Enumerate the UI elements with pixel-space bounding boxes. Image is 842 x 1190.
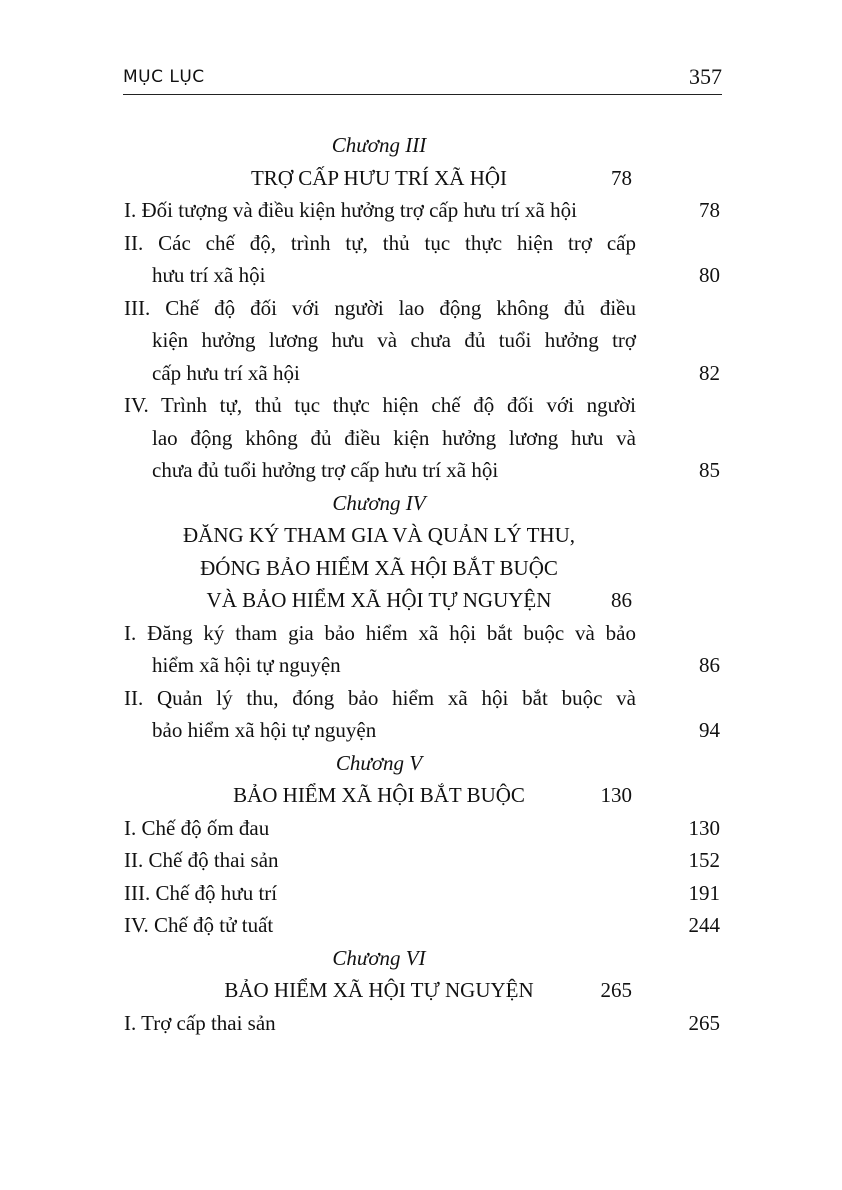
toc-entry-line	[124, 909, 722, 942]
table-of-contents	[124, 129, 722, 1039]
page-header	[123, 60, 722, 95]
toc-entry-text: kiện hưởng lương hưu và chưa đủ tuổi hưởng trợ	[152, 328, 636, 352]
toc-entry-text: lao động không đủ điều kiện hưởng lương hưu và	[152, 425, 636, 450]
toc-entry-line	[124, 617, 722, 650]
toc-entry-line	[124, 292, 722, 325]
toc-entry-line	[124, 389, 722, 422]
chapter-page-number: 265	[600, 978, 632, 1002]
toc-entry-line	[124, 812, 722, 845]
toc-entry-text: I. Đăng ký tham gia bảo hiểm xã hội bắt buộc và bảo	[124, 620, 636, 645]
toc-entry-text: hưu trí xã hội	[152, 263, 266, 287]
toc-chapter	[124, 487, 722, 747]
entry-page-number: 86	[699, 653, 720, 677]
chapter-heading-line	[124, 974, 634, 1007]
entry-page-number: 130	[688, 815, 720, 840]
chapter-heading-text: BẢO HIỂM XÃ HỘI BẮT BUỘC	[233, 783, 525, 807]
toc-entry-line	[124, 194, 722, 227]
toc-entry-line	[124, 454, 722, 487]
toc-entry-line	[124, 844, 722, 877]
toc-entry-text: I. Trợ cấp thai sản	[124, 1010, 276, 1035]
chapter-heading-text: TRỢ CẤP HƯU TRÍ XÃ HỘI	[250, 165, 508, 190]
chapter-number: Chương IV	[332, 490, 426, 515]
toc-entry-text: III. Chế độ hưu trí	[124, 880, 278, 905]
toc-entry-text: cấp hưu trí xã hội	[152, 360, 300, 385]
entry-page-number: 82	[699, 360, 720, 385]
chapter-heading-text: ĐĂNG KÝ THAM GIA VÀ QUẢN LÝ THU,	[183, 523, 575, 547]
entry-page-number: 94	[699, 718, 720, 742]
toc-entry-line	[124, 682, 722, 715]
toc-entry-line	[124, 324, 722, 357]
toc-entry-text: bảo hiểm xã hội tự nguyện	[152, 718, 377, 742]
toc-entry-line	[124, 877, 722, 910]
entry-page-number: 191	[688, 880, 720, 905]
running-title: MỤC LỤC	[123, 67, 205, 87]
entry-page-number: 78	[699, 198, 720, 222]
chapter-heading-line	[124, 552, 634, 585]
toc-entry-line	[124, 357, 722, 390]
toc-entry-text: IV. Trình tự, thủ tục thực hiện chế độ đối với người	[124, 393, 636, 417]
toc-entry-text: IV. Chế độ tử tuất	[124, 913, 274, 937]
entry-page-number: 265	[688, 1010, 720, 1035]
chapter-page-number: 86	[611, 588, 632, 612]
entry-page-number: 244	[688, 913, 720, 937]
toc-chapter	[124, 129, 722, 487]
toc-entry-text: chưa đủ tuổi hưởng trợ cấp hưu trí xã hội	[152, 458, 499, 482]
entry-page-number: 152	[688, 848, 720, 872]
entry-page-number: 85	[699, 458, 720, 482]
toc-entry-text: III. Chế độ đối với người lao động không đủ điều	[124, 295, 636, 320]
chapter-heading-text: BẢO HIỂM XÃ HỘI TỰ NGUYỆN	[224, 978, 534, 1002]
toc-entry-line	[124, 227, 722, 260]
chapter-number: Chương V	[335, 750, 423, 775]
toc-entry-line	[124, 422, 722, 455]
chapter-heading-line	[124, 779, 634, 812]
chapter-number: Chương III	[331, 133, 427, 157]
toc-entry-line	[124, 259, 722, 292]
toc-entry-text: II. Các chế độ, trình tự, thủ tục thực hiện trợ cấp	[124, 230, 636, 255]
page-number: 357	[689, 64, 722, 89]
chapter-heading-line	[124, 162, 634, 195]
chapter-page-number: 130	[600, 783, 632, 807]
toc-entry-text: hiểm xã hội tự nguyện	[152, 653, 341, 677]
toc-entry-text: II. Chế độ thai sản	[124, 848, 279, 872]
toc-entry-text: II. Quản lý thu, đóng bảo hiểm xã hội bắt buộc và	[124, 685, 636, 710]
chapter-page-number: 78	[611, 165, 632, 190]
chapter-number: Chương VI	[332, 945, 426, 970]
toc-chapter	[124, 942, 722, 1040]
toc-entry-text: I. Chế độ ốm đau	[124, 815, 270, 840]
toc-entry-line	[124, 1007, 722, 1040]
toc-entry-line	[124, 649, 722, 682]
entry-page-number: 80	[699, 263, 720, 287]
toc-chapter	[124, 747, 722, 942]
toc-entry-text: I. Đối tượng và điều kiện hưởng trợ cấp hưu trí xã hội	[124, 198, 577, 222]
toc-entry-line	[124, 714, 722, 747]
chapter-heading-text: VÀ BẢO HIỂM XÃ HỘI TỰ NGUYỆN	[206, 588, 552, 612]
chapter-heading-line	[124, 519, 634, 552]
chapter-heading-line	[124, 584, 634, 617]
chapter-heading-text: ĐÓNG BẢO HIỂM XÃ HỘI BẮT BUỘC	[200, 555, 558, 580]
